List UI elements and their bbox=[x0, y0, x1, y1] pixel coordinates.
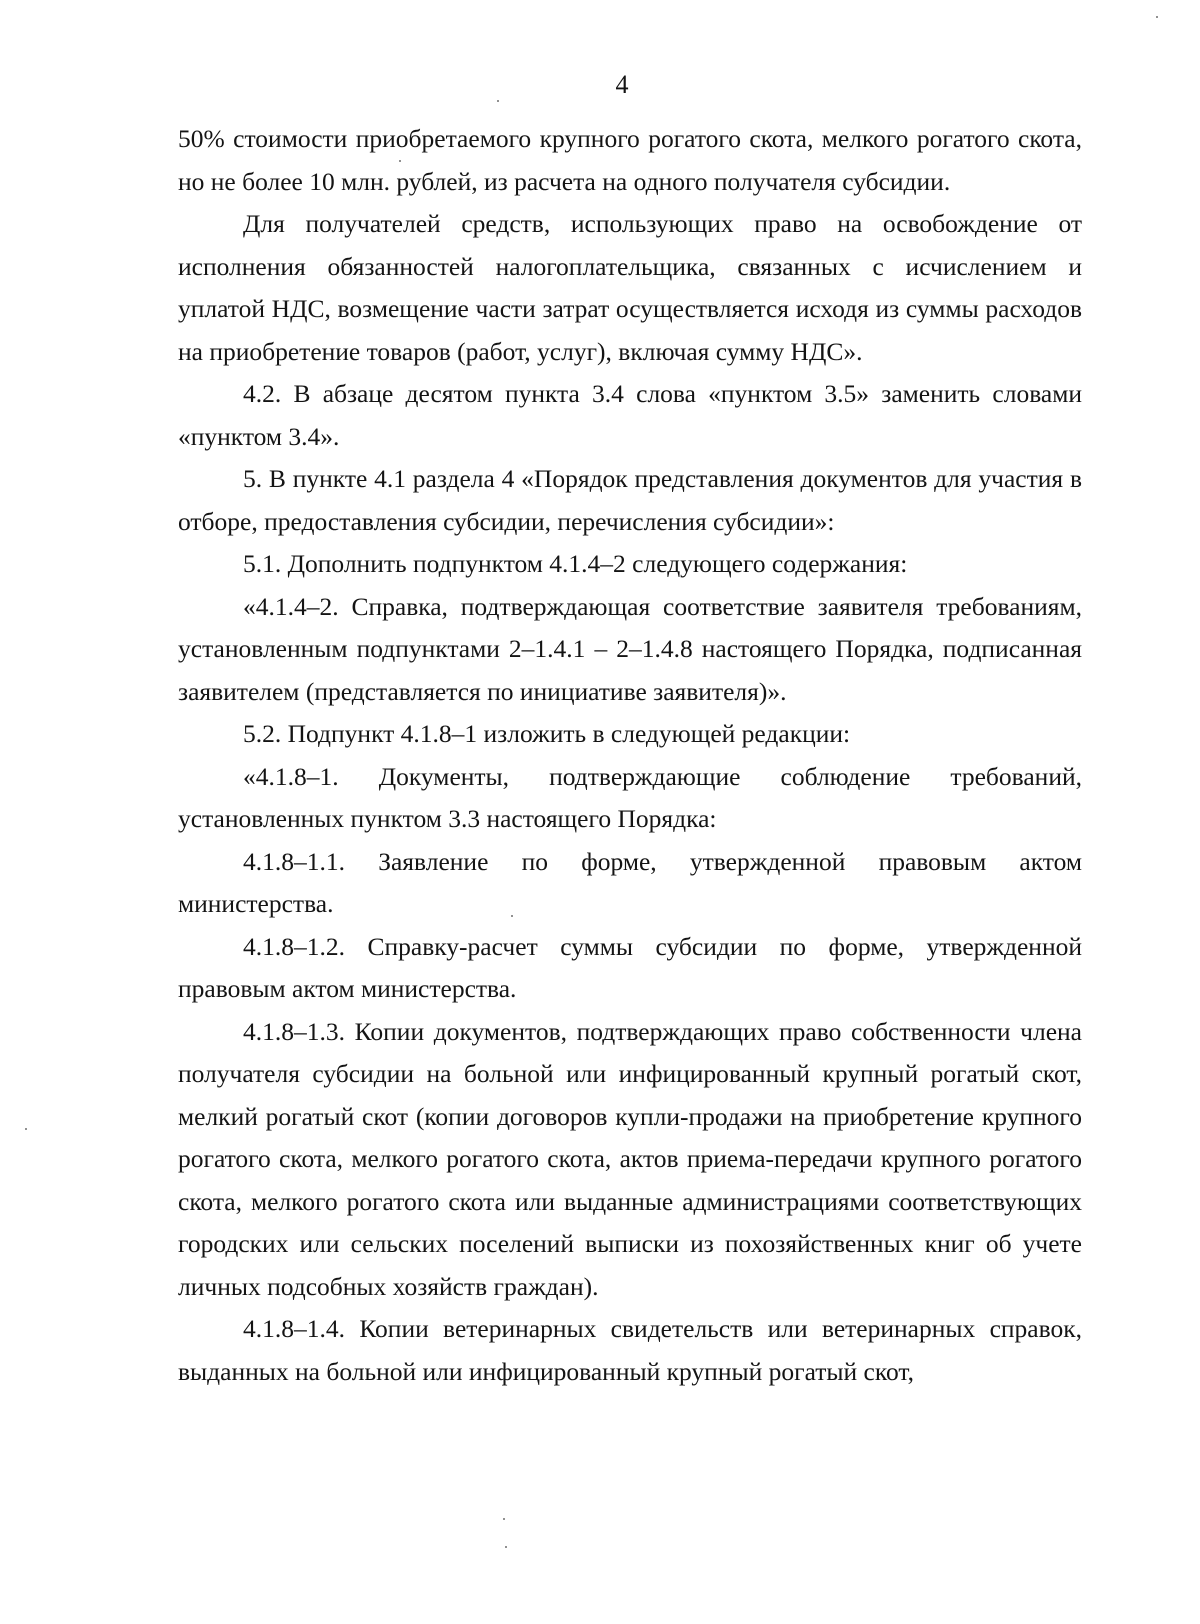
paragraph-item-4-1-8-1-1: 4.1.8–1.1. Заявление по форме, утвержденной правовым актом министерства. bbox=[178, 846, 1082, 918]
paragraph-item-4-1-4-2: «4.1.4–2. Справка, подтверждающая соответствие заявителя требованиям, установленным подпунктами 2–1.4.1 – 2–1.4.8 настоящего Порядка, подписанная заявителем (представляется по инициативе заявителя)». bbox=[178, 591, 1082, 706]
document-body bbox=[178, 118, 1082, 1393]
page-number: 4 bbox=[615, 70, 629, 99]
scan-speck bbox=[25, 1128, 27, 1130]
paragraph-item-4-1-8-1-4: 4.1.8–1.4. Копии ветеринарных свидетельств или ветеринарных справок, выданных на больной или инфицированный крупный рогатый скот, bbox=[178, 1314, 1082, 1386]
paragraph-item-5-1: 5.1. Дополнить подпунктом 4.1.4–2 следующего содержания: bbox=[243, 549, 908, 578]
paragraph-continuation: 50% стоимости приобретаемого крупного рогатого скота, мелкого рогатого скота, но не более 10 млн. рублей, из расчета на одного получателя субсидии. bbox=[178, 124, 1082, 196]
paragraph-vat-exemption: Для получателей средств, использующих право на освобождение от исполнения обязанностей налогоплательщика, связанных с исчислением и уплатой НДС, возмещение части затрат осуществляется исходя из суммы расходов на приобретение товаров (работ, услуг), включая сумму НДС». bbox=[178, 209, 1082, 366]
paragraph-item-4-1-8-1-3: 4.1.8–1.3. Копии документов, подтверждающих право собственности члена получателя субсидии на больной или инфицированный крупный рогатый скот, мелкий рогатый скот (копии договоров купли-продажи на приобретение крупного рогатого скота, мелкого рогатого скота, актов приема-передачи крупного рогатого скота, мелкого рогатого скота или выданные администрациями соответствующих городских или сельских поселений выписки из похозяйственных книг об учете личных подсобных хозяйств граждан). bbox=[178, 1016, 1082, 1301]
scan-speck bbox=[503, 1518, 505, 1520]
paragraph-item-5-2: 5.2. Подпункт 4.1.8–1 изложить в следующей редакции: bbox=[243, 719, 851, 748]
scan-speck bbox=[399, 160, 401, 162]
scan-speck bbox=[505, 1546, 507, 1548]
scan-speck bbox=[1156, 16, 1158, 18]
scan-speck bbox=[497, 100, 499, 102]
paragraph-item-4-2: 4.2. В абзаце десятом пункта 3.4 слова «пунктом 3.5» заменить словами «пунктом 3.4». bbox=[178, 379, 1082, 451]
paragraph-item-4-1-8-1: «4.1.8–1. Документы, подтверждающие соблюдение требований, установленных пунктом 3.3 настоящего Порядка: bbox=[178, 761, 1082, 833]
scan-speck bbox=[511, 915, 513, 917]
paragraph-item-4-1-8-1-2: 4.1.8–1.2. Справку-расчет суммы субсидии по форме, утвержденной правовым актом министерства. bbox=[178, 931, 1082, 1003]
paragraph-item-5: 5. В пункте 4.1 раздела 4 «Порядок представления документов для участия в отборе, предоставления субсидии, перечисления субсидии»: bbox=[178, 464, 1082, 536]
